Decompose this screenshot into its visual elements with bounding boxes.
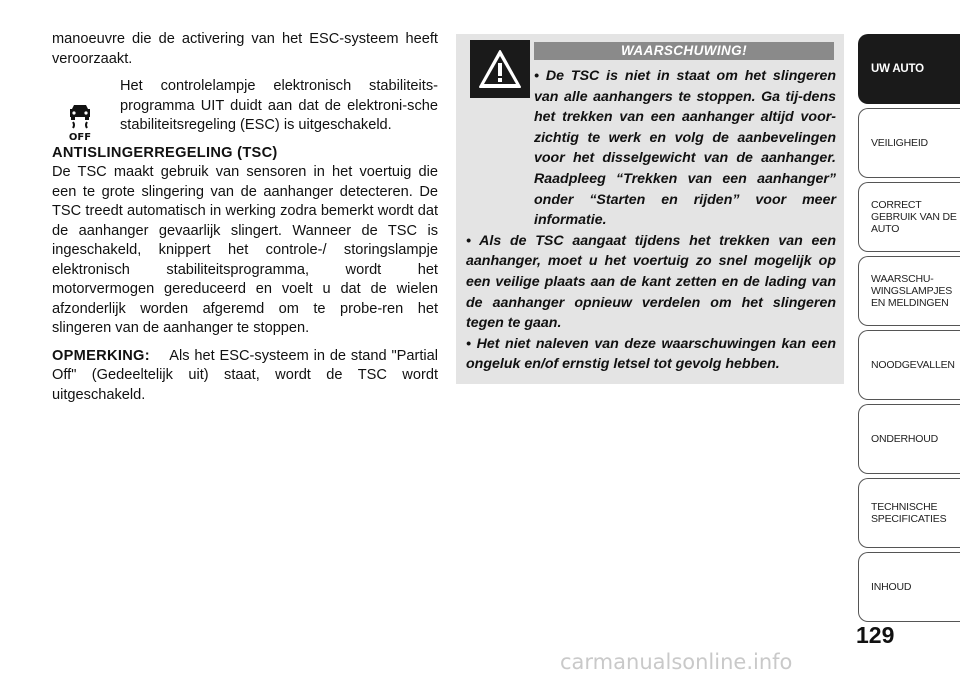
esc-off-icon-label: OFF xyxy=(68,132,92,143)
tab-waarschuwingslampjes[interactable]: WAARSCHU- WINGSLAMPJES EN MELDINGEN xyxy=(858,256,960,326)
warning-text xyxy=(466,66,836,375)
warning-title: WAARSCHUWING! xyxy=(534,42,834,60)
intro-paragraph: manoeuvre die de activering van het ESC-systeem heeft veroorzaakt. xyxy=(52,31,438,67)
tab-noodgevallen[interactable]: NOODGEVALLEN xyxy=(858,330,960,400)
tab-correct-gebruik[interactable]: CORRECT GEBRUIK VAN DE AUTO xyxy=(858,182,960,252)
tab-onderhoud[interactable]: ONDERHOUD xyxy=(858,404,960,474)
esc-off-icon xyxy=(64,103,96,143)
tab-uw-auto[interactable]: UW AUTO xyxy=(858,34,960,104)
warning-box xyxy=(456,34,844,384)
main-text-column xyxy=(52,30,438,405)
section-heading: ANTISLINGERREGELING (TSC) xyxy=(52,144,278,161)
esc-indicator-text: Het controlelampje elektronisch stabiliteits-programma UIT duidt aan dat de elektroni-sche stabiliteitsregeling (ESC) is uitgeschakeld. xyxy=(120,78,438,133)
warning-item: • De TSC is niet in staat om het slingeren van alle aanhangers te stoppen. Ga tij-dens het trekken van een aanhanger altijd voor-zichtig te werk en volg de aanbevelingen voor het disselgewicht van de aanhanger. Raadpleeg “Trekken van een aanhanger” onder “Starten en rijden” voor meer informatie. xyxy=(534,68,836,229)
tab-technische-specificaties[interactable]: TECHNISCHE SPECIFICATIES xyxy=(858,478,960,548)
esc-off-indicator-block xyxy=(52,77,438,143)
tsc-body-paragraph: De TSC maakt gebruik van sensoren in het voertuig die een te grote slingering van de aanhanger detecteren. De TSC treedt automatisch in werking zodra bemerkt wordt dat de aanhanger gevaarlijk slingert. Wanneer de TSC is ingeschakeld, knippert het controle-/ storingslampje elektronisch stabiliteitsprogramma, wordt het motorvermogen gereduceerd en voelt u dat de wielen afzonderlijk worden afgeremd om te probe-ren het slingeren van de aanhanger te stoppen. xyxy=(52,164,438,336)
note-text: Als het ESC-systeem in de stand "Partial Off" (Gedeeltelijk uit) staat, wordt de TSC wordt uitgeschakeld. xyxy=(52,347,438,403)
watermark: carmanualsonline.info xyxy=(560,650,793,674)
note-paragraph xyxy=(52,347,438,406)
tab-veiligheid[interactable]: VEILIGHEID xyxy=(858,108,960,178)
warning-item: • Het niet naleven van deze waarschuwingen kan een ongeluk en/of ernstig letsel tot gevolg hebben. xyxy=(466,335,836,373)
page-number: 129 xyxy=(856,622,895,648)
note-label: OPMERKING: xyxy=(52,347,150,364)
tab-inhoud[interactable]: INHOUD xyxy=(858,552,960,622)
warning-item: • Als de TSC aangaat tijdens het trekken van een aanhanger, moet u het voertuig zo snel mogelijk op een veilige plaats aan de kant zetten en de lading van de aanhanger opnieuw verdelen om het slingeren tegen te gaan. xyxy=(466,232,836,332)
